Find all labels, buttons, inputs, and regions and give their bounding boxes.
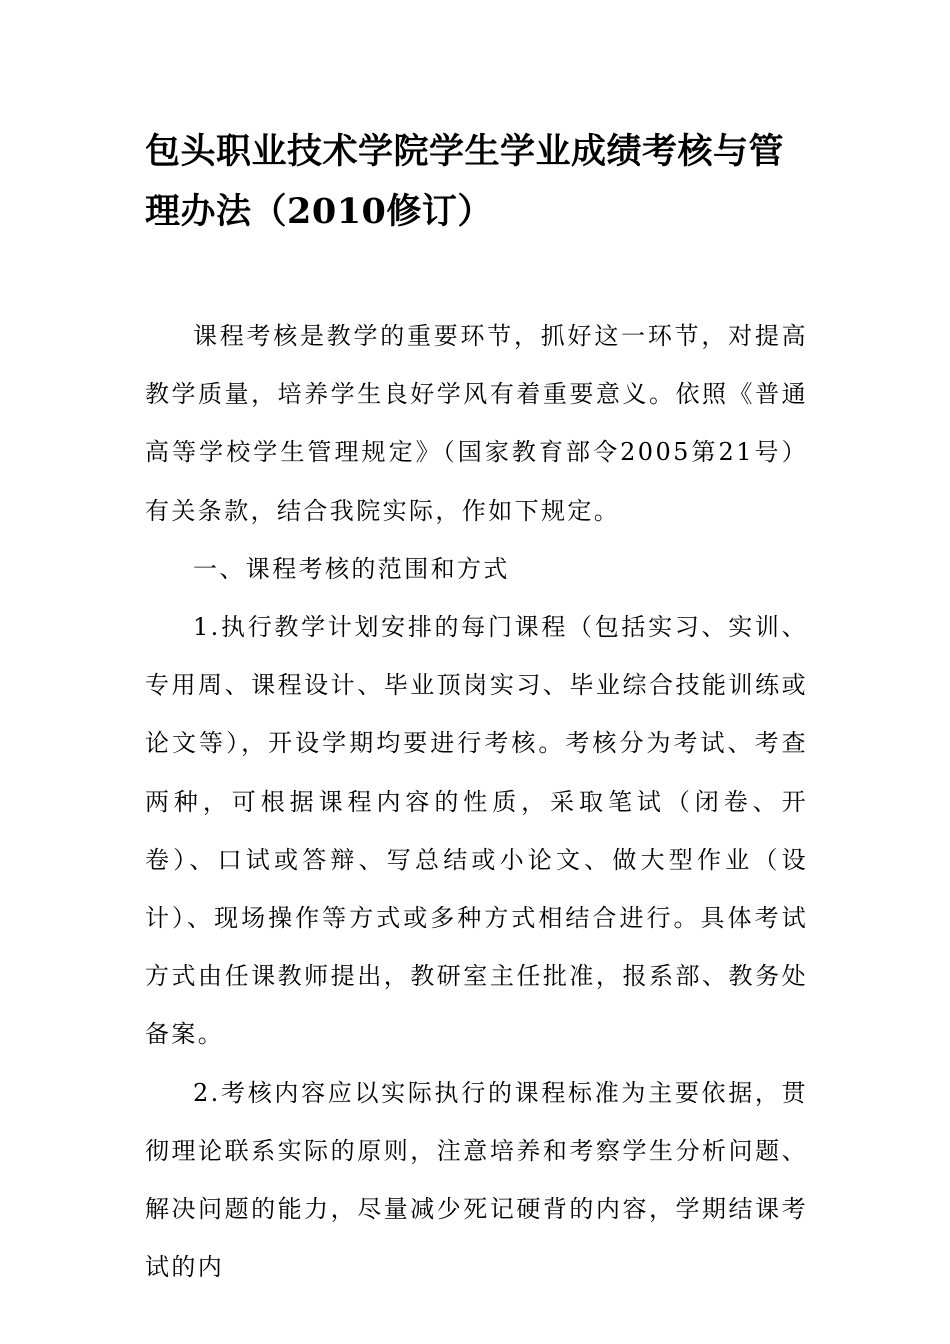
document-title: 包头职业技术学院学生学业成绩考核与管理办法（2010修订） <box>145 131 785 232</box>
paragraph-intro: 课程考核是教学的重要环节，抓好这一环节，对提高教学质量，培养学生良好学风有着重要意义。依照《普通高等学校学生管理规定》（国家教育部令2005第21号）有关条款，结合我院实际，作如下规定。 <box>145 322 808 525</box>
paragraph-item-2: 2.考核内容应以实际执行的课程标准为主要依据，贯彻理论联系实际的原则，注意培养和考察学生分析问题、解决问题的能力，尽量减少死记硬背的内容，学期结课考试的内 <box>145 1078 808 1282</box>
paragraph-item-1: 1.执行教学计划安排的每门课程（包括实习、实训、专用周、课程设计、毕业顶岗实习、毕业综合技能训练或论文等），开设学期均要进行考核。考核分为考试、考查两种，可根据课程内容的性质，采取笔试（闭卷、开卷）、口试或答辩、写总结或小论文、做大型作业（设计）、现场操作等方式或多种方式相结合进行。具体考试方式由任课教师提出，教研室主任批准，报系部、教务处备案。 <box>145 613 808 1049</box>
document-body <box>145 307 808 1296</box>
section-heading-1: 一、课程考核的范围和方式 <box>193 554 510 583</box>
